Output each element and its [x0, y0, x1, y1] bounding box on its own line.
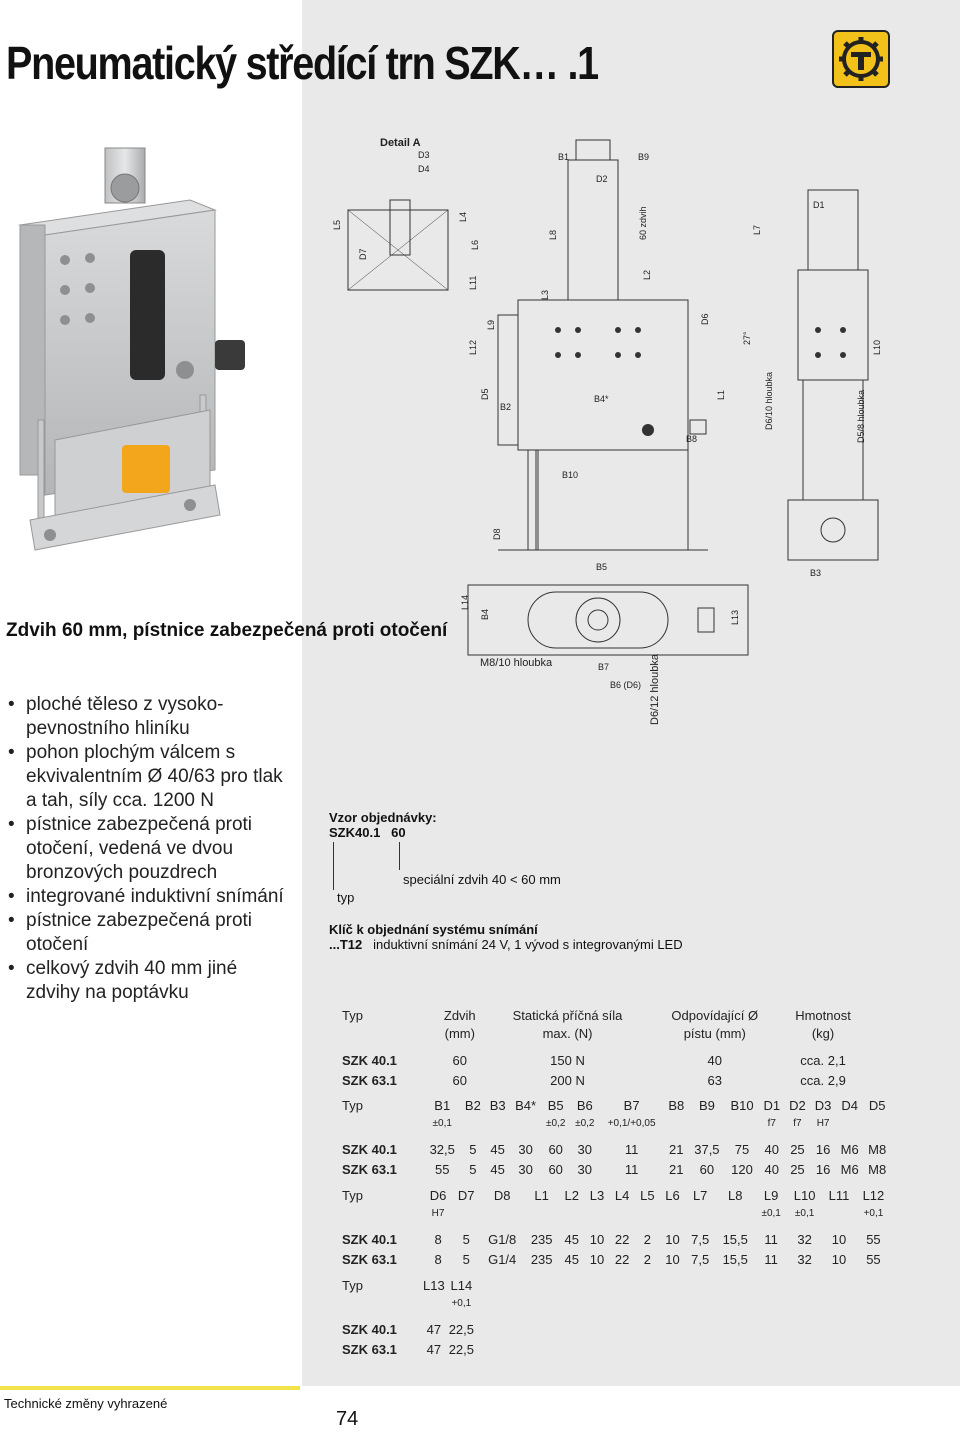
dim-label: D6/10 hloubka	[764, 371, 774, 430]
table-cell: 60	[548, 1161, 563, 1177]
table-cell: 45	[564, 1231, 580, 1247]
feature-item: • pohon plochým válcem s ekvivalentním Ø 40/63 pro tlak a tah, síly cca. 1200 N	[6, 741, 296, 813]
table-header: D8	[493, 1187, 511, 1203]
table-header-row	[336, 1095, 891, 1115]
table-header: (kg)	[811, 1025, 835, 1041]
table-row	[336, 1229, 891, 1249]
table-cell: 30	[518, 1141, 533, 1157]
dim-label: L8	[548, 229, 558, 240]
table-header: Zdvih	[443, 1007, 476, 1023]
dim-label: B2	[500, 402, 512, 412]
dim-label: D7	[358, 248, 368, 260]
table-header: D4	[841, 1097, 858, 1113]
table-cell: 22,5	[448, 1341, 474, 1357]
table-cell: 30	[577, 1161, 593, 1177]
table-header: L11	[828, 1187, 850, 1203]
product-photo	[10, 140, 280, 560]
table-cell: 30	[577, 1141, 593, 1157]
page-number: 74	[336, 1408, 359, 1430]
table-cell: M8	[868, 1141, 887, 1157]
table-header: L5	[640, 1187, 655, 1203]
table-cell: 45	[490, 1141, 505, 1157]
table-header: L2	[564, 1187, 580, 1203]
table-header	[725, 1115, 759, 1131]
table-cell: 21	[669, 1161, 684, 1177]
table-header: H7	[816, 1117, 830, 1129]
table-cell: M6	[840, 1161, 859, 1177]
dim-label: L13	[730, 609, 740, 625]
dim-label: B4*	[594, 394, 609, 404]
dim-label: B4	[480, 608, 490, 620]
table-cell: 16	[815, 1141, 831, 1157]
table-cell: 25	[790, 1141, 805, 1157]
table-row: SZK 63.1 60 200 N 63 cca. 2,9	[342, 1072, 846, 1088]
callout-line	[333, 842, 334, 890]
table-header: D5	[868, 1097, 886, 1113]
dim-label: B3	[810, 568, 822, 578]
table-header: Typ	[342, 1277, 363, 1293]
table-header: Odpovídající Ø	[671, 1007, 759, 1023]
table-header: L6	[665, 1187, 680, 1203]
table-header: +0,1	[863, 1207, 884, 1219]
table-cell: 2	[643, 1251, 651, 1267]
table-cell: 55	[435, 1161, 450, 1177]
dim-label: D4	[418, 164, 430, 174]
dim-label: D1	[813, 200, 825, 210]
table-header-row	[336, 1115, 891, 1131]
table-cell: 2	[643, 1231, 651, 1247]
table-header: ±0,1	[761, 1207, 781, 1219]
table-cell: SZK 40.1	[342, 1321, 397, 1337]
dim-label: L11	[468, 275, 478, 290]
table-header: Statická příčná síla	[512, 1007, 623, 1023]
subtitle: Zdvih 60 mm, pístnice zabezpečená proti otočení	[6, 620, 448, 641]
dimension-table-b-d	[336, 1095, 891, 1179]
dim-label: B6 (D6)	[610, 680, 642, 690]
table-cell: 120	[731, 1161, 753, 1177]
table-cell: 45	[490, 1161, 505, 1177]
table-cell: 47	[426, 1321, 442, 1337]
table-header: L4	[614, 1187, 630, 1203]
table-header: max. (N)	[542, 1025, 593, 1041]
table-cell: 55	[866, 1231, 881, 1247]
table-cell: 45	[564, 1251, 580, 1267]
table-header: B2	[464, 1097, 481, 1113]
table-cell: 7,5	[691, 1231, 710, 1247]
table-cell: 75	[734, 1141, 750, 1157]
table-header: B8	[668, 1097, 685, 1113]
feature-list	[6, 693, 296, 1005]
table-header: Typ	[342, 1097, 363, 1113]
table-cell: M6	[840, 1141, 859, 1157]
table-cell: 22	[614, 1231, 630, 1247]
table-header: L1	[534, 1187, 549, 1203]
table-header	[689, 1115, 725, 1131]
dim-label: B9	[638, 152, 650, 162]
dim-label: D8	[492, 528, 502, 540]
table-header	[485, 1115, 510, 1131]
technical-drawing	[318, 130, 948, 730]
dim-label: D5/8 hloubka	[856, 389, 866, 443]
table-header: L3	[589, 1187, 605, 1203]
dimension-table-l13-l14	[336, 1275, 476, 1359]
specs-table	[336, 1006, 866, 1090]
table-header: B1	[434, 1097, 451, 1113]
detail-label: Detail A	[380, 137, 421, 149]
table-cell: 16	[815, 1161, 831, 1177]
table-header	[421, 1295, 447, 1311]
table-cell: SZK 63.1	[342, 1341, 397, 1357]
table-row	[336, 1319, 476, 1339]
table-cell: 5	[469, 1161, 477, 1177]
dim-label: 60 zdvih	[638, 206, 648, 240]
stroke-desc: speciální zdvih 40 < 60 mm	[403, 872, 561, 887]
table-cell: 7,5	[691, 1251, 710, 1267]
table-header: D1	[763, 1097, 781, 1113]
dim-label: L6	[470, 239, 480, 250]
table-header: L9	[763, 1187, 779, 1203]
dim-label: D6	[700, 313, 710, 325]
table-cell: 32	[797, 1231, 812, 1247]
table-header: B7	[623, 1097, 640, 1113]
feature-item: • celkový zdvih 40 mm jiné zdvihy na poptávku	[6, 957, 296, 1005]
table-cell: 11	[624, 1161, 639, 1177]
key-line: ...T12 induktivní snímání 24 V, 1 vývod s integrovanými LED	[329, 937, 683, 952]
dim-label: L14	[460, 594, 470, 610]
table-cell: 10	[831, 1231, 847, 1247]
dim-label: L7	[752, 224, 762, 235]
table-cell: 8	[434, 1251, 442, 1267]
table-cell: 10	[665, 1231, 680, 1247]
dim-label: D3	[418, 150, 430, 160]
table-header: ±0,1	[432, 1117, 452, 1129]
table-header	[660, 1205, 685, 1221]
table-cell: 32	[797, 1251, 812, 1267]
table-header: L7	[692, 1187, 708, 1203]
table-cell: 21	[669, 1141, 684, 1157]
table-cell: 15,5	[722, 1231, 748, 1247]
table-header: L8	[727, 1187, 743, 1203]
table-header	[715, 1205, 755, 1221]
table-header	[584, 1205, 609, 1221]
table-header: B3	[489, 1097, 506, 1113]
dim-label: L5	[332, 219, 342, 230]
table-cell: 47	[426, 1341, 442, 1357]
feature-item: • integrované induktivní snímání	[6, 885, 296, 909]
table-header-row	[336, 1185, 891, 1205]
table-header: L13	[422, 1277, 445, 1293]
table-header: D6	[429, 1187, 447, 1203]
table-header	[510, 1115, 541, 1131]
dim-label: D6/12 hloubka	[649, 654, 661, 725]
table-header	[452, 1205, 480, 1221]
table-cell: 55	[866, 1251, 881, 1267]
table-header	[524, 1205, 559, 1221]
table-header: B9	[698, 1097, 715, 1113]
table-cell: 10	[665, 1251, 680, 1267]
table-cell: 22,5	[448, 1321, 474, 1337]
table-cell: M8	[868, 1161, 887, 1177]
table-cell: 10	[589, 1231, 605, 1247]
table-row: SZK 40.1 60 150 N 40 cca. 2,1	[342, 1052, 846, 1068]
table-header	[685, 1205, 715, 1221]
table-header: H7	[431, 1207, 445, 1219]
dim-label: 27°	[742, 331, 752, 345]
table-header: (mm)	[444, 1025, 475, 1041]
table-cell: 22	[614, 1251, 630, 1267]
dim-label: L4	[458, 211, 468, 222]
table-header: Hmotnost	[795, 1007, 851, 1023]
table-header: Typ	[342, 1007, 363, 1023]
order-heading: Vzor objednávky:	[329, 810, 437, 825]
table-header	[664, 1115, 689, 1131]
dim-label: L10	[872, 339, 882, 355]
table-header: ±0,1	[794, 1207, 815, 1219]
dim-label: B1	[558, 152, 570, 162]
table-header: ±0,2	[545, 1117, 566, 1129]
table-cell: 10	[831, 1251, 847, 1267]
table-cell: SZK 63.1	[342, 1161, 397, 1177]
table-header	[610, 1205, 635, 1221]
table-row	[336, 1159, 891, 1179]
table-header: D2	[789, 1097, 806, 1113]
table-header: +0,1/+0,05	[607, 1117, 656, 1129]
dim-label: B5	[596, 562, 608, 572]
type-label: typ	[337, 890, 355, 905]
table-header-row	[336, 1006, 866, 1024]
table-header: B10	[730, 1097, 754, 1113]
table-cell: G1/8	[488, 1231, 517, 1247]
dim-label: D2	[596, 174, 608, 184]
table-cell: 235	[530, 1231, 553, 1247]
feature-item: • ploché těleso z vysoko-pevnostního hliníku	[6, 693, 296, 741]
key-heading: Klíč k objednání systému snímání	[329, 922, 538, 937]
table-header-row	[336, 1295, 476, 1311]
dim-label: L1	[716, 389, 726, 400]
table-row	[336, 1139, 891, 1159]
table-cell: 5	[469, 1141, 477, 1157]
table-cell: 5	[462, 1251, 470, 1267]
tunkers-logo-icon	[832, 30, 890, 88]
footer-note: Technické změny vyhrazené	[4, 1396, 168, 1411]
table-header-row	[336, 1024, 866, 1042]
table-cell: 11	[624, 1141, 639, 1157]
table-header: L12	[862, 1187, 885, 1203]
dim-label: B7	[598, 662, 610, 672]
table-header: D3	[814, 1097, 832, 1113]
table-cell: SZK 63.1	[342, 1251, 397, 1267]
feature-item: • pístnice zabezpečená proti otočení	[6, 909, 296, 957]
table-header: B6	[576, 1097, 593, 1113]
table-cell: 11	[764, 1251, 778, 1267]
dim-label: L2	[642, 269, 652, 280]
table-cell: SZK 40.1	[342, 1231, 397, 1247]
table-cell: 60	[548, 1141, 563, 1157]
table-cell: 32,5	[429, 1141, 455, 1157]
table-row	[336, 1249, 891, 1269]
table-cell: 40	[764, 1141, 779, 1157]
table-header: B4*	[515, 1097, 537, 1113]
page-title: Pneumatický středící trn SZK… .1	[6, 37, 598, 89]
table-cell: 10	[589, 1251, 605, 1267]
dim-label: B10	[562, 470, 579, 480]
order-example	[329, 810, 729, 952]
table-cell: 15,5	[722, 1251, 748, 1267]
table-cell: 60	[699, 1161, 715, 1177]
footer-divider	[0, 1386, 300, 1390]
table-header-row	[336, 1205, 891, 1221]
table-header	[336, 1115, 424, 1131]
table-header: pístu (mm)	[683, 1025, 746, 1041]
table-header	[836, 1115, 863, 1131]
table-cell: 37,5	[694, 1141, 720, 1157]
table-header: D7	[457, 1187, 475, 1203]
dim-label: L3	[540, 289, 550, 300]
callout-line	[399, 842, 400, 870]
table-header: Typ	[342, 1187, 363, 1203]
table-header	[635, 1205, 660, 1221]
dim-label: L12	[468, 339, 478, 355]
table-cell: G1/4	[488, 1251, 517, 1267]
table-header	[822, 1205, 856, 1221]
table-header	[480, 1205, 524, 1221]
dim-label: B8	[686, 434, 698, 444]
table-cell: 40	[764, 1161, 779, 1177]
table-header: B5	[547, 1097, 564, 1113]
table-header: +0,1	[451, 1297, 472, 1309]
table-cell: 11	[764, 1231, 778, 1247]
table-header	[863, 1115, 891, 1131]
table-header	[460, 1115, 485, 1131]
table-header: f7	[767, 1117, 776, 1129]
feature-item: • pístnice zabezpečená proti otočení, vedená ve dvou bronzových pouzdrech	[6, 813, 296, 885]
table-header	[336, 1205, 424, 1221]
dim-label: M8/10 hloubka	[480, 657, 553, 669]
table-row	[336, 1339, 476, 1359]
order-code: SZK40.1 60	[329, 825, 406, 840]
table-header	[336, 1295, 421, 1311]
table-cell: SZK 40.1	[342, 1141, 397, 1157]
dim-label: D5	[480, 388, 490, 400]
table-cell: 8	[434, 1231, 442, 1247]
table-cell: 30	[518, 1161, 533, 1177]
table-cell: 235	[530, 1251, 553, 1267]
table-cell: 5	[462, 1231, 470, 1247]
table-header	[559, 1205, 584, 1221]
table-header	[336, 1024, 434, 1042]
table-header-row	[336, 1275, 476, 1295]
dimension-table-d-l	[336, 1185, 891, 1269]
table-header: ±0,2	[575, 1117, 595, 1129]
dim-label: L9	[486, 319, 496, 330]
order-callouts	[329, 840, 729, 910]
table-cell: 25	[790, 1161, 805, 1177]
table-header: L14	[450, 1277, 473, 1293]
table-header: L10	[793, 1187, 816, 1203]
table-header: f7	[793, 1117, 802, 1129]
